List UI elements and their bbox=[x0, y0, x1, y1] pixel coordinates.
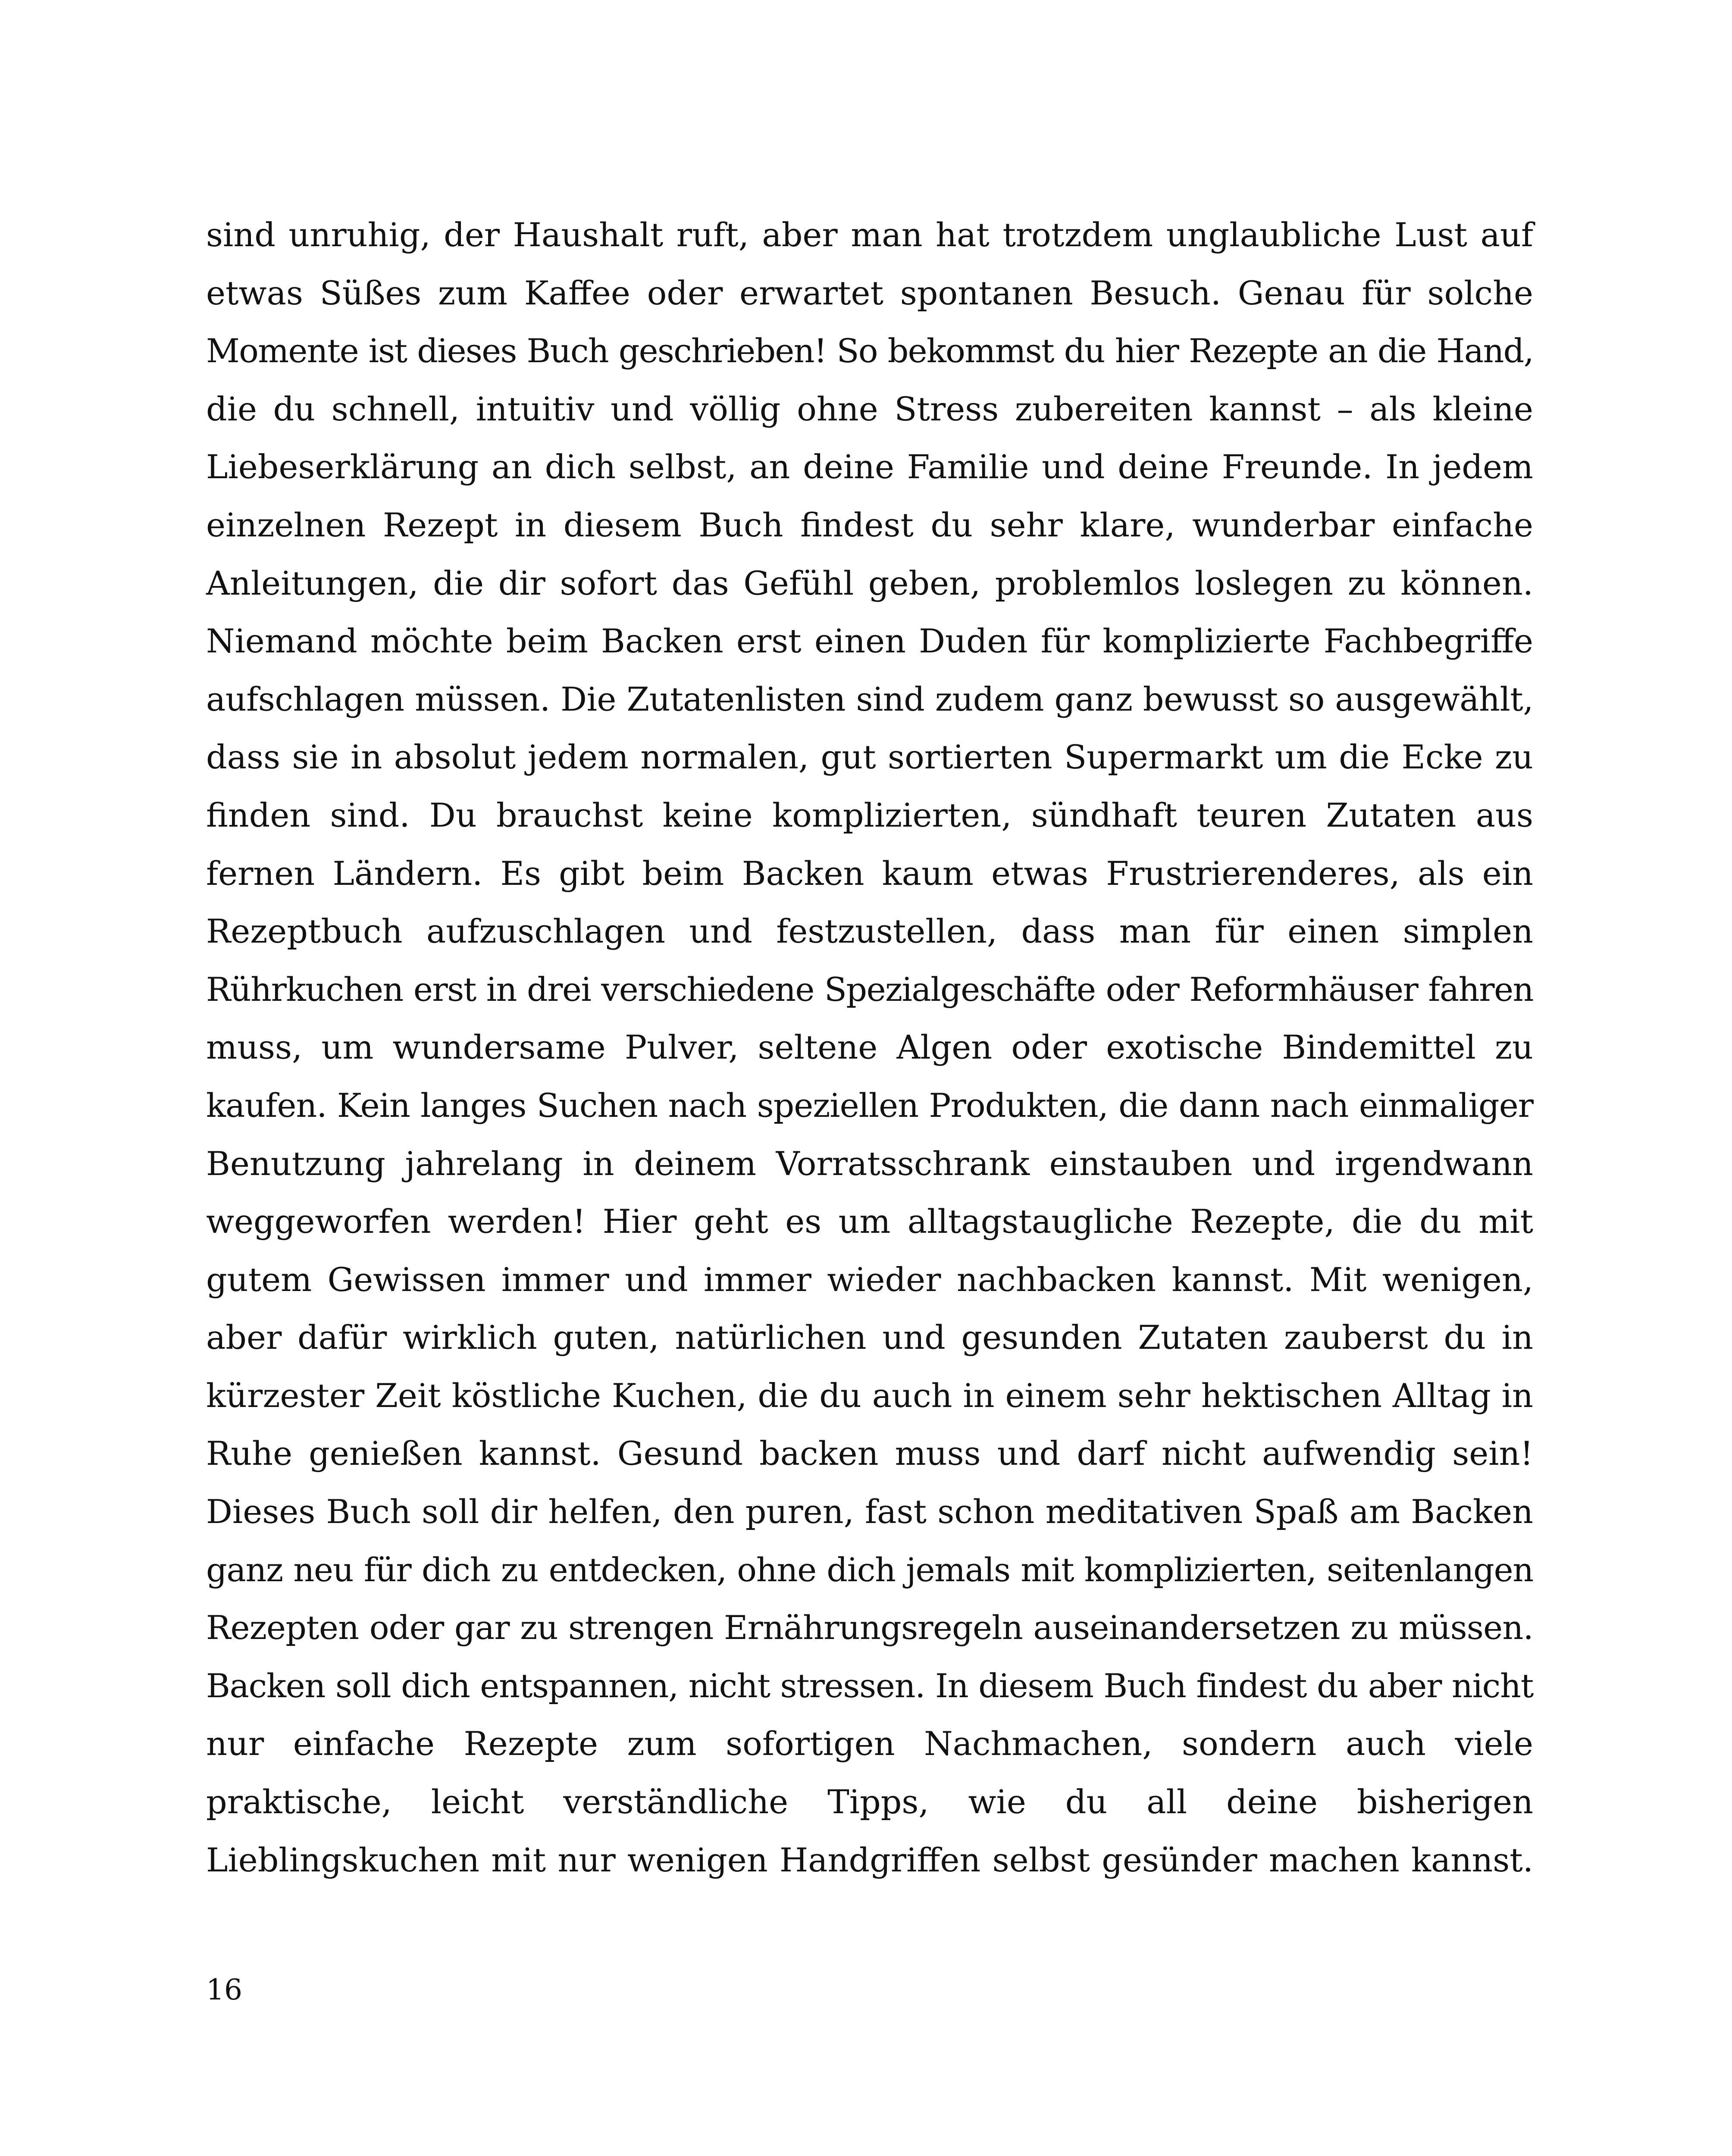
text-line: ganz neu für dich zu entdecken, ohne dich jemals mit komplizierten, seitenlangen bbox=[206, 1550, 1533, 1589]
text-line: Benutzung jahrelang in deinem Vorratsschrank einstauben und irgendwann bbox=[206, 1144, 1533, 1183]
text-line: finden sind. Du brauchst keine komplizierten, sündhaft teuren Zutaten aus bbox=[206, 796, 1533, 834]
text-line: Niemand möchte beim Backen erst einen Duden für komplizierte Fachbegriffe bbox=[206, 622, 1533, 661]
text-line: kaufen. Kein langes Suchen nach speziellen Produkten, die dann nach einmaliger bbox=[206, 1086, 1533, 1125]
text-line: aufschlagen müssen. Die Zutatenlisten sind zudem ganz bewusst so ausgewählt, bbox=[206, 680, 1533, 718]
text-line: Backen soll dich entspannen, nicht stressen. In diesem Buch findest du aber nicht bbox=[206, 1666, 1533, 1705]
text-line: Rezeptbuch aufzuschlagen und festzustellen, dass man für einen simplen bbox=[206, 912, 1533, 951]
text-line: kürzester Zeit köstliche Kuchen, die du auch in einem sehr hektischen Alltag in bbox=[206, 1376, 1533, 1415]
text-line: praktische, leicht verständliche Tipps, wie du all deine bisherigen bbox=[206, 1783, 1533, 1821]
text-line: Liebeserklärung an dich selbst, an deine Familie und deine Freunde. In jedem bbox=[206, 448, 1533, 486]
text-line: Anleitungen, die dir sofort das Gefühl geben, problemlos loslegen zu können. bbox=[206, 564, 1533, 602]
text-line: nur einfache Rezepte zum sofortigen Nachmachen, sondern auch viele bbox=[206, 1724, 1533, 1763]
text-line: weggeworfen werden! Hier geht es um alltagstaugliche Rezepte, die du mit bbox=[206, 1202, 1533, 1241]
text-line: etwas Süßes zum Kaffee oder erwartet spontanen Besuch. Genau für solche bbox=[206, 273, 1533, 312]
text-line: gutem Gewissen immer und immer wieder nachbacken kannst. Mit wenigen, bbox=[206, 1260, 1533, 1299]
body-text bbox=[206, 206, 1533, 1889]
text-line: Momente ist dieses Buch geschrieben! So bekommst du hier Rezepte an die Hand, bbox=[206, 332, 1533, 370]
text-line: dass sie in absolut jedem normalen, gut sortierten Supermarkt um die Ecke zu bbox=[206, 738, 1533, 777]
text-line: fernen Ländern. Es gibt beim Backen kaum etwas Frustrierenderes, als ein bbox=[206, 854, 1533, 893]
text-line: Rührkuchen erst in drei verschiedene Spezialgeschäfte oder Reformhäuser fahren bbox=[206, 970, 1533, 1009]
text-line: Lieblingskuchen mit nur wenigen Handgriffen selbst gesünder machen kannst. bbox=[206, 1840, 1533, 1879]
text-line: aber dafür wirklich guten, natürlichen und gesunden Zutaten zauberst du in bbox=[206, 1318, 1533, 1357]
text-line: Ruhe genießen kannst. Gesund backen muss und darf nicht aufwendig sein! bbox=[206, 1434, 1533, 1473]
text-line: Dieses Buch soll dir helfen, den puren, fast schon meditativen Spaß am Backen bbox=[206, 1492, 1533, 1531]
text-line: Rezepten oder gar zu strengen Ernährungsregeln auseinandersetzen zu müssen. bbox=[206, 1608, 1533, 1647]
text-line: sind unruhig, der Haushalt ruft, aber man hat trotzdem unglaubliche Lust auf bbox=[206, 216, 1533, 254]
text-line: die du schnell, intuitiv und völlig ohne Stress zubereiten kannst – als kleine bbox=[206, 389, 1533, 428]
text-line: einzelnen Rezept in diesem Buch findest du sehr klare, wunderbar einfache bbox=[206, 505, 1533, 544]
text-line: muss, um wundersame Pulver, seltene Algen oder exotische Bindemittel zu bbox=[206, 1028, 1533, 1067]
page-number: 16 bbox=[206, 1973, 242, 2006]
